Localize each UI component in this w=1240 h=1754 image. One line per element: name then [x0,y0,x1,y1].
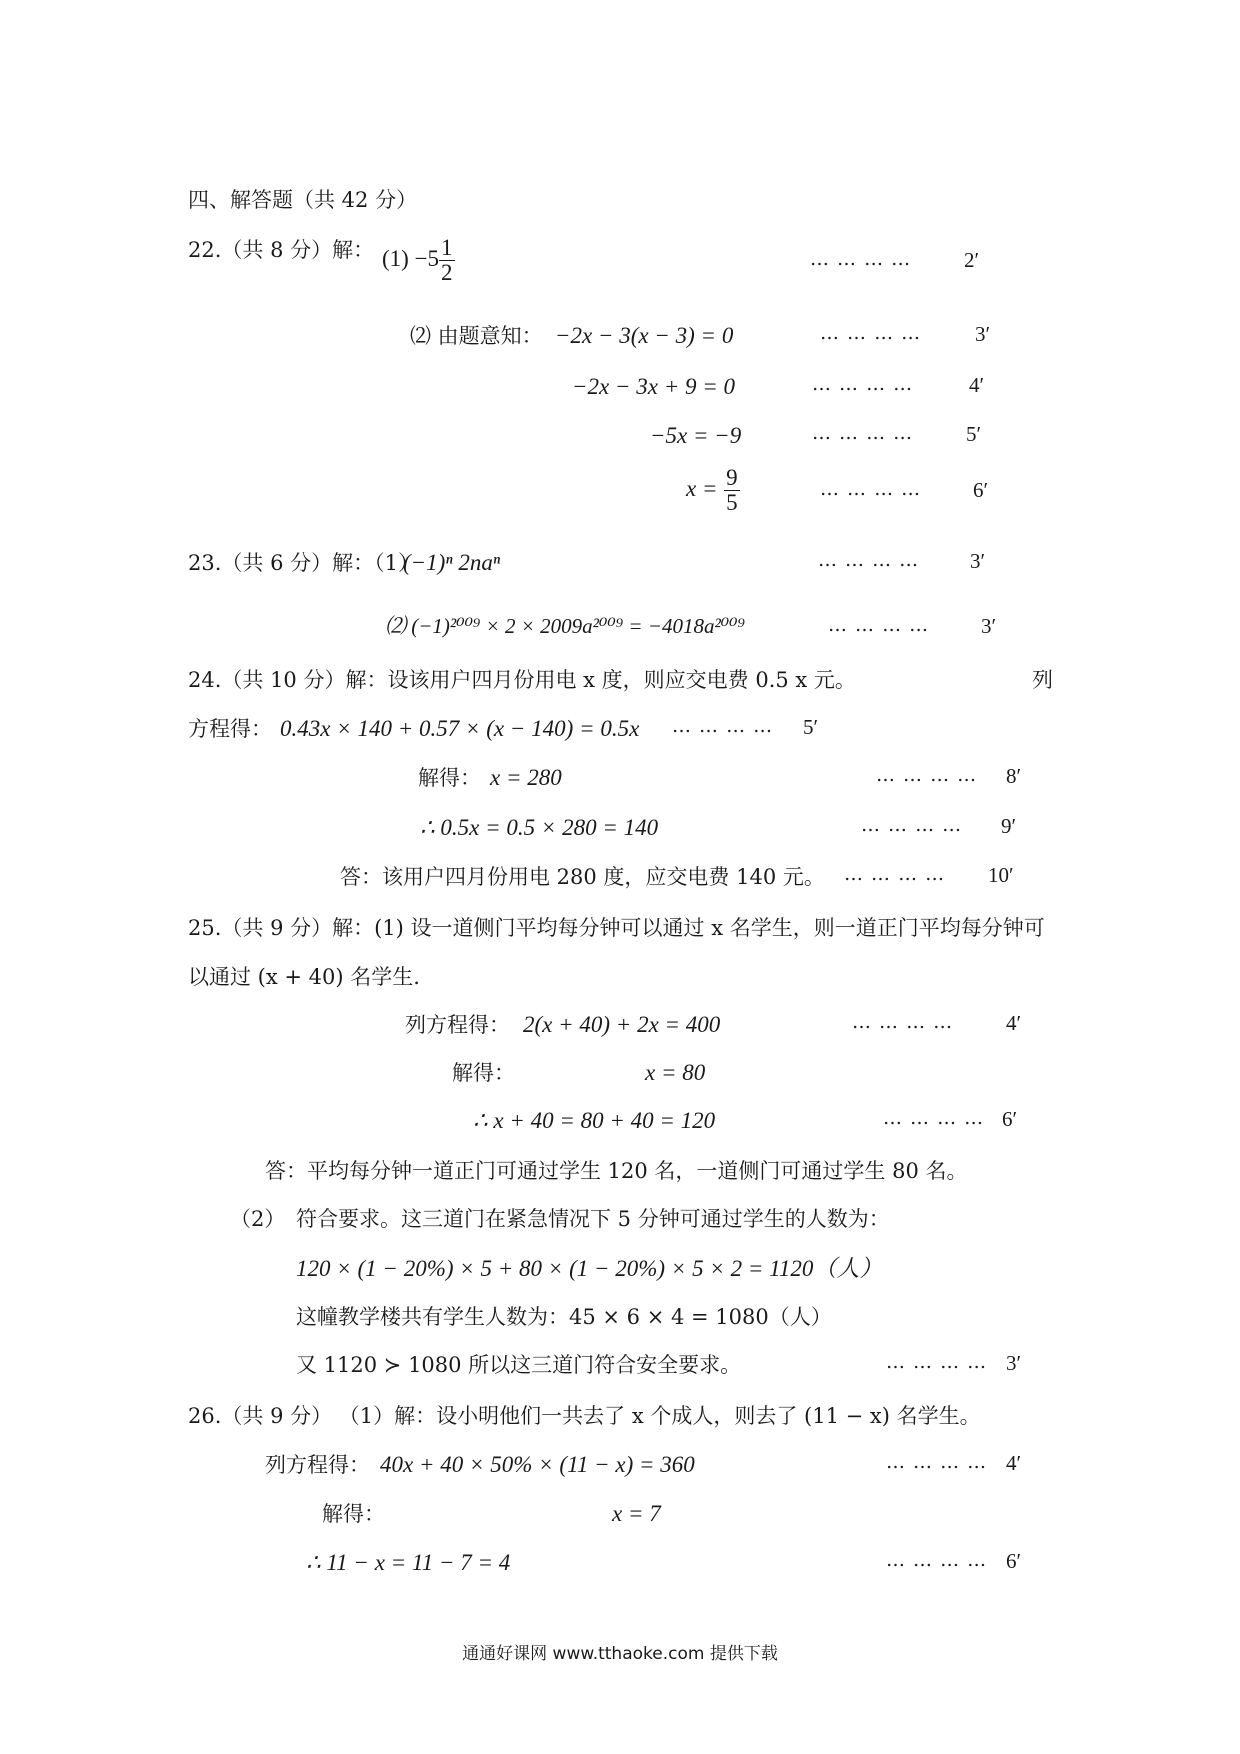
score: 2′ [964,248,980,272]
equation: x = 80 [645,1060,706,1085]
part1-numerator: 1 [441,235,453,260]
dots: … … … … [886,1451,988,1473]
equation: ⑵ (−1)²⁰⁰⁹ × 2 × 2009a²⁰⁰⁹ = −4018a²⁰⁰⁹ [385,614,745,638]
problem-22-part2-label: ⑵ 由题意知： [410,324,543,348]
problem-25-line1: 25.（共 9 分）解：(1) 设一道侧门平均每分钟可以通过 x 名学生，则一道正门平均每分钟可 [188,916,1045,940]
eq4-prefix: x = [686,476,718,501]
equation: ∴ 0.5x = 0.5 × 280 = 140 [420,815,659,840]
equation: x = 7 [612,1501,661,1526]
score: 5′ [966,422,982,446]
dots: … … … … [861,814,963,836]
score: 5′ [803,715,819,739]
score: 9′ [1001,814,1017,838]
problem-23-head: 23.（共 6 分）解：（1） [188,551,419,575]
problem-24-line1-tail: 列 [1032,668,1053,692]
equation: 40x + 40 × 50% × (11 − x) = 360 [380,1452,695,1477]
problem-25-answer: 答：平均每分钟一道正门可通过学生 120 名，一道侧门可通过学生 80 名。 [265,1159,968,1183]
problem-26-line1: 26.（共 9 分） （1）解：设小明他们一共去了 x 个成人，则去了 (11 − x) 名学生。 [188,1404,981,1428]
problem-25-calc3: 又 1120 ≻ 1080 所以这三道门符合安全要求。 [296,1353,742,1377]
dots: … … … … [876,764,978,786]
problem-26-line2-label: 列方程得： [265,1453,370,1477]
problem-25-calc2: 这幢教学楼共有学生人数为：45 × 6 × 4 = 1080（人） [296,1305,832,1329]
problem-22-head: 22.（共 8 分）解： [188,238,375,262]
equation: (−1)ⁿ 2naⁿ [403,550,501,575]
equation: 2(x + 40) + 2x = 400 [523,1012,721,1037]
problem-25-line2: 以通过 (x + 40) 名学生. [188,965,420,989]
problem-25-line4-label: 解得： [452,1061,515,1085]
equation-fraction [686,466,740,515]
problem-26-line3-label: 解得： [322,1502,385,1526]
dots: … … … … [828,614,930,636]
dots: … … … … [844,863,946,885]
problem-22-part1 [382,236,455,285]
equation: 0.43x × 140 + 0.57 × (x − 140) = 0.5x [280,716,640,741]
equation: ∴ x + 40 = 80 + 40 = 120 [473,1108,716,1133]
equation: x = 280 [490,765,562,790]
part1-fraction [439,236,455,285]
eq4-numerator: 9 [726,465,738,490]
score: 10′ [988,863,1014,887]
dots: … … … … [852,1011,954,1033]
problem-25-part2-text: 符合要求。这三道门在紧急情况下 5 分钟可通过学生的人数为： [296,1207,890,1231]
score: 3′ [975,322,991,346]
dots: … … … … [812,422,914,444]
equation: ∴ 11 − x = 11 − 7 = 4 [306,1550,511,1575]
score: 6′ [1002,1107,1018,1131]
eq4-denominator: 5 [726,490,738,515]
dots: … … … … [886,1351,988,1373]
equation: −5x = −9 [650,423,742,448]
score: 3′ [981,614,997,638]
problem-24-line2-label: 方程得： [188,717,272,741]
problem-25-part2-label: （2） [230,1207,286,1231]
problem-25-line3-label: 列方程得： [405,1013,510,1037]
score: 4′ [1006,1011,1022,1035]
problem-24-line3-label: 解得： [418,766,481,790]
score: 6′ [1006,1549,1022,1573]
score: 8′ [1006,764,1022,788]
dots: … … … … [810,248,912,270]
dots: … … … … [818,549,920,571]
dots: … … … … [812,373,914,395]
part1-denominator: 2 [441,260,453,285]
part1-prefix: (1) −5 [382,246,440,271]
score: 3′ [970,549,986,573]
footer: 通通好课网 www.tthaoke.com 提供下载 [462,1644,778,1664]
dots: … … … … [886,1549,988,1571]
score: 6′ [973,478,989,502]
dots: … … … … [820,322,922,344]
score: 4′ [969,373,985,397]
section-title: 四、解答题（共 42 分） [188,188,418,212]
score: 4′ [1006,1451,1022,1475]
equation: 120 × (1 − 20%) × 5 + 80 × (1 − 20%) × 5 × 2 = 1120（人） [296,1256,883,1281]
eq4-fraction [724,466,740,515]
equation: −2x − 3x + 9 = 0 [572,374,735,399]
dots: … … … … [820,478,922,500]
problem-24-line1: 24.（共 10 分）解：设该用户四月份用电 x 度，则应交电费 0.5 x 元。 [188,668,856,692]
dots: … … … … [883,1107,985,1129]
equation: −2x − 3(x − 3) = 0 [555,323,734,348]
problem-24-answer: 答：该用户四月份用电 280 度，应交电费 140 元。 [340,865,825,889]
score: 3′ [1006,1351,1022,1375]
dots: … … … … [672,715,774,737]
